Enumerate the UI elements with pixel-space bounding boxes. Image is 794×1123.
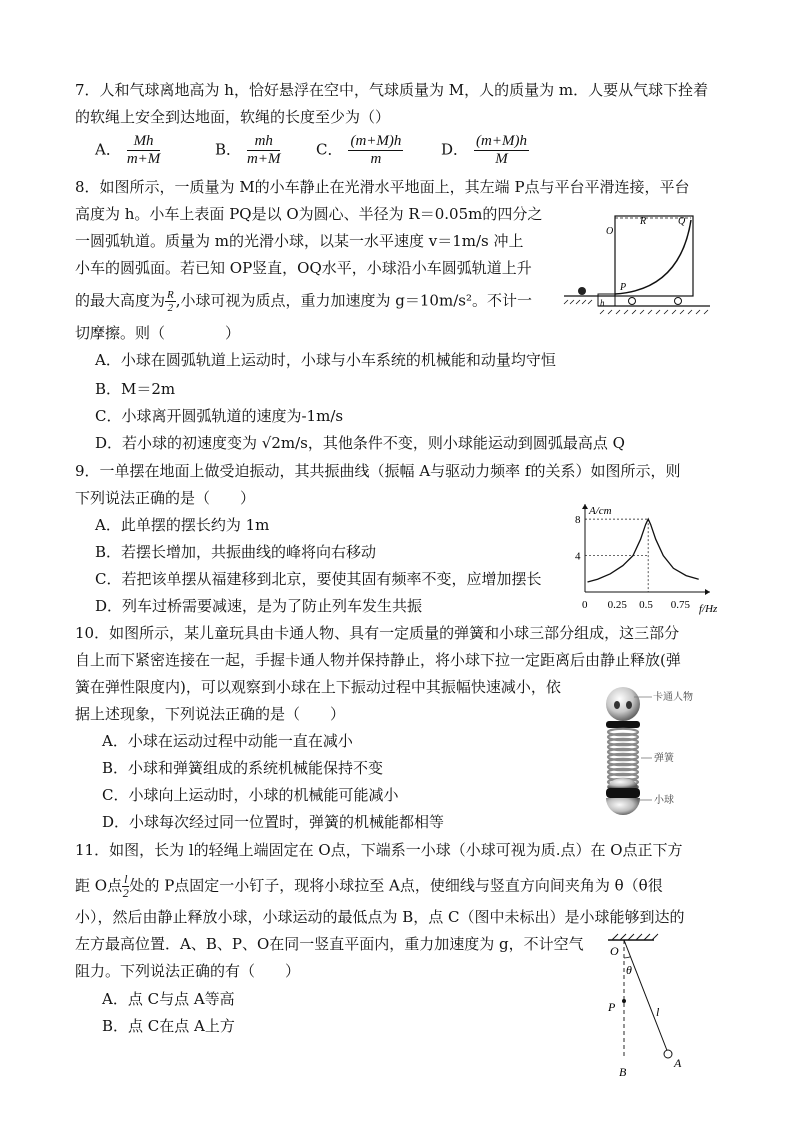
q7-option-c: C． $\frac{(m+M)h}{m}$ (316, 133, 402, 167)
q10-option-d: D．小球每次经过同一位置时，弹簧的机械能都相等 (102, 813, 445, 831)
q9-stem-line2: 下列说法正确的是（ ） (75, 489, 256, 507)
x-tick-label: 0.25 (607, 599, 627, 611)
label-r: R (640, 216, 647, 227)
q10-option-a: A．小球在运动过程中动能一直在减小 (102, 732, 353, 750)
q11-stem-line5: 阻力。下列说法正确的有（ ） (75, 962, 301, 980)
x-axis-label: f/Hz (699, 603, 718, 615)
angle-arc (624, 957, 631, 958)
label-h: h (600, 298, 605, 308)
q8-cart-figure (560, 210, 720, 320)
q8-stem-line4: 小车的圆弧面。若已知 OP竖直，OQ水平，小球沿小车圆弧轨道上升 (75, 259, 532, 277)
q11-stem-line2: 距 O点 $\frac{l}{2}$ 处的 P点固定一小钉子，现将小球拉至 A点，使细线与竖直方向间夹角为 θ（θ很 (75, 872, 663, 900)
q8-stem-line2: 高度为 h。小车上表面 PQ是以 O为圆心、半径为 R＝0.05m的四分之 (75, 205, 543, 223)
q11-stem-line4: 左方最高位置．A、B、P、O在同一竖直平面内，重力加速度为 g，不计空气 (75, 935, 584, 953)
q9-option-a: A．此单摆的摆长约为 1m (95, 516, 270, 534)
q8-stem-line3: 一圆弧轨道。质量为 m的光滑小球，以某一水平速度 v＝1m/s 冲上 (75, 232, 524, 250)
q9-stem-line1: 9．一单摆在地面上做受迫振动，其共振曲线（振幅 A与驱动力频率 f的关系）如图所示，则 (75, 462, 681, 480)
q11-stem-line1: 11．如图，长为 l的轻绳上端固定在 O点，下端系一小球（小球可视为质.点）在 O点正下方 (75, 841, 683, 859)
y-tick-label: 8 (575, 514, 581, 527)
q7-stem-line1: 7．人和气球离地高为 h，恰好悬浮在空中，气球质量为 M，人的质量为 m．人要从气球下拴着 (75, 81, 709, 99)
cartoon-eye-left (614, 701, 620, 709)
cartoon-head (606, 687, 640, 721)
nail-p (622, 999, 626, 1003)
x-tick-label: 0.75 (670, 599, 690, 611)
q7-stem-line2: 的软绳上安全到达地面，软绳的长度至少为（） (75, 108, 391, 126)
cart-body (615, 216, 693, 296)
q10-stem-line3: 簧在弹性限度内)，可以观察到小球在上下振动过程中其振幅快速减小，依 (75, 678, 561, 696)
q8-stem-line5: 的最大高度为 $\frac{R}{2}$ ,小球可视为质点，重力加速度为 g＝10m/s²。不计一 (75, 289, 532, 314)
q9-option-d: D．列车过桥需要减速，是为了防止列车发生共振 (95, 597, 423, 615)
q7-option-b: B． $\frac{mh}{m+M}$ (215, 133, 281, 167)
label-spring: 弹簧 (654, 753, 674, 764)
label-p: P (620, 282, 627, 293)
q10-stem-line4: 据上述现象，下列说法正确的是（ ） (75, 705, 346, 723)
label-o: O (610, 944, 619, 958)
q9-option-b: B．若摆长增加，共振曲线的峰将向右移动 (95, 543, 377, 561)
q8-option-a: A．小球在圆弧轨道上运动时，小球与小车系统的机械能和动量均守恒 (95, 351, 556, 369)
cartoon-base (606, 721, 640, 728)
q8-option-c: C．小球离开圆弧轨道的速度为-1m/s (95, 407, 344, 425)
q7-option-a: A． $\frac{Mh}{m+M}$ (95, 133, 161, 167)
label-a: A (674, 1056, 682, 1070)
y-axis-arrow (582, 504, 588, 509)
label-cartoon: 卡通人物 (653, 692, 693, 703)
arc-track (615, 220, 691, 294)
label-b: B (619, 1065, 627, 1079)
label-theta: θ (626, 963, 632, 977)
wheel-right (675, 298, 682, 305)
y-axis-label: A/cm (589, 505, 612, 517)
ball-a (664, 1050, 672, 1058)
label-ball: 小球 (654, 795, 674, 806)
x-tick-label: 0 (582, 599, 588, 611)
wheel-left (629, 298, 636, 305)
q9-option-c: C．若把该单摆从福建移到北京，要使其固有频率不变，应增加摆长 (95, 570, 542, 588)
ceiling-hatch (612, 934, 658, 940)
q7-option-d: D． $\frac{(m+M)h}{M}$ (441, 133, 527, 167)
x-tick-label: 0.5 (639, 599, 653, 611)
string (624, 940, 668, 1053)
q8-stem-line6: 切摩擦。则（ ） (75, 324, 241, 342)
label-l: l (656, 1005, 660, 1019)
label-o: O (606, 226, 614, 237)
y-tick-label: 4 (575, 550, 581, 563)
q10-stem-line2: 自上而下紧密连接在一起，手握卡通人物并保持静止，将小球下拉一定距离后由静止释放(弹 (75, 651, 681, 669)
q11-option-a: A．点 C与点 A等高 (102, 990, 235, 1008)
cartoon-eye-right (626, 701, 632, 709)
q8-stem-line1: 8．如图所示，一质量为 M的小车静止在光滑水平地面上，其左端 P点与平台平滑连接，平台 (75, 178, 690, 196)
ball (578, 287, 586, 295)
q10-option-b: B．小球和弹簧组成的系统机械能保持不变 (102, 759, 384, 777)
ground-hatch (564, 300, 708, 314)
q11-stem-line3: 小），然后由静止释放小球，小球运动的最低点为 B，点 C（图中未标出）是小球能够到达的 (75, 908, 685, 926)
label-p: P (608, 1000, 616, 1014)
resonance-curve-chart (565, 498, 735, 616)
ball-lower (606, 798, 640, 815)
q11-option-b: B．点 C在点 A上方 (102, 1017, 235, 1035)
q8-option-d: D．若小球的初速度变为 √2m/s，其他条件不变，则小球能运动到圆弧最高点 Q (95, 434, 625, 452)
ball-band (606, 788, 640, 798)
q10-option-c: C．小球向上运动时，小球的机械能可能减小 (102, 786, 399, 804)
q8-option-b: B．M＝2m (95, 380, 176, 398)
x-axis-arrow (705, 589, 710, 595)
pendulum-figure (598, 930, 698, 1080)
spring-toy-figure (596, 680, 736, 840)
label-q: Q (678, 216, 686, 227)
resonance-curve (588, 519, 699, 582)
q10-stem-line1: 10．如图所示，某儿童玩具由卡通人物、具有一定质量的弹簧和小球三部分组成，这三部分 (75, 624, 680, 642)
